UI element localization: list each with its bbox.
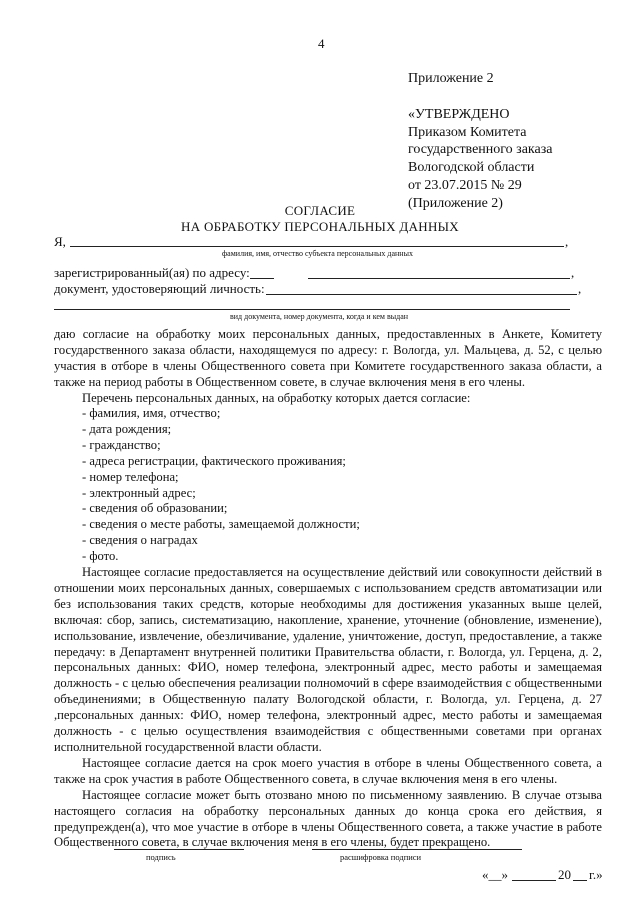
approval-line: Вологодской области bbox=[408, 160, 535, 176]
signature-decode-caption: расшифровка подписи bbox=[340, 852, 422, 862]
list-item: - адреса регистрации, фактического проживания; bbox=[82, 453, 346, 468]
name-caption: фамилия, имя, отчество субъекта персональных данных bbox=[222, 249, 413, 258]
document-comma: , bbox=[578, 281, 582, 296]
document-label: документ, удостоверяющий личность: bbox=[54, 281, 265, 296]
revocation-paragraph: Настоящее согласие может быть отозвано мною по письменному заявлению. В случае отзыва настоящего согласия на обработку персональных данных до конца срока его действия, я предупрежден(а), что мое участие в отборе в члены Общественного совета, а также участие в работе Общественного совета, в случае включения меня в его члены, будет прекращено. bbox=[54, 787, 602, 850]
date-month-field[interactable] bbox=[512, 880, 556, 881]
list-item: - сведения о наградах bbox=[82, 533, 198, 548]
actions-paragraph: Настоящее согласие предоставляется на осуществление действий или совокупности действий в отношении моих персональных данных, совершаемых с использованием средств автоматизации или без использования таких средств, которые необходимы для достижения указанных выше целей, включая: сбор, запись, систематизацию, накопление, хранение, уточнение (обновление, изменение), использование, извлечение, обезличивание, удаление, уничтожение, доступ, предоставление, а также передачу: в Департамент внутренней политики Правительства области, г. Вологда, ул. Герцена, д. 2, персональных данных: ФИО, номер телефона, электронный адрес, место работы и замещаемая должность - с целью обеспечения реализации полномочий в сфере взаимодействия с общественными объединениями; в Общественную палату Вологодской области, г. Вологда, ул. Герцена, д. 27 ,персональных данных: ФИО, номер телефона, электронный адрес, место работы и замещаемая должность - с целью осуществления взаимодействия с общественными советами при органах исполнительной государственной власти области. bbox=[54, 565, 602, 754]
document-title: СОГЛАСИЕ bbox=[284, 203, 356, 218]
data-list bbox=[82, 406, 360, 565]
approval-line: Приказом Комитета bbox=[408, 124, 527, 140]
terms-block bbox=[54, 565, 602, 851]
list-item: - фамилия, имя, отчество; bbox=[82, 406, 221, 420]
document-field-2[interactable] bbox=[54, 309, 570, 310]
list-item: - фото. bbox=[82, 549, 119, 564]
i-label: Я, bbox=[54, 234, 66, 249]
approval-line: (Приложение 2) bbox=[408, 195, 503, 211]
date-day: «__» bbox=[482, 867, 508, 882]
address-field-short[interactable] bbox=[250, 278, 274, 279]
document-subtitle: НА ОБРАБОТКУ ПЕРСОНАЛЬНЫХ ДАННЫХ bbox=[181, 219, 459, 234]
list-item: - электронный адрес; bbox=[82, 485, 196, 500]
list-item: - номер телефона; bbox=[82, 469, 179, 484]
list-item: - сведения об образовании; bbox=[82, 501, 228, 516]
approval-block bbox=[408, 70, 552, 213]
document-field[interactable] bbox=[266, 294, 577, 295]
signature-caption: подпись bbox=[146, 852, 176, 862]
list-item: - сведения о месте работы, замещаемой должности; bbox=[82, 517, 360, 532]
name-comma: , bbox=[565, 234, 569, 249]
address-field[interactable] bbox=[308, 278, 570, 279]
document-caption: вид документа, номер документа, когда и кем выдан bbox=[230, 312, 409, 321]
consent-intro-block bbox=[54, 327, 602, 407]
approval-line: от 23.07.2015 № 29 bbox=[408, 177, 522, 193]
consent-intro: даю согласие на обработку моих персональных данных, предоставленных в Анкете, Комитету государственного заказа области, находящемуся по адресу: г. Вологда, ул. Мальцева, д. 52, с целью участия в отборе в члены Общественного совета при Комитете государственного заказа области, а также на период работы в Общественном совете, в случае включения меня в его члены. bbox=[54, 327, 602, 389]
term-paragraph: Настоящее согласие дается на срок моего участия в отборе в члены Общественного совета, а также на срок участия в работе Общественного совета, в случае включения меня в его члены. bbox=[54, 755, 602, 786]
signature-decode-field[interactable] bbox=[312, 849, 522, 850]
address-label: зарегистрированный(ая) по адресу: bbox=[54, 265, 250, 280]
page-number: 4 bbox=[318, 36, 325, 51]
name-field[interactable] bbox=[70, 246, 564, 247]
approval-line: «УТВЕРЖДЕНО bbox=[408, 106, 510, 122]
date-year: 20 bbox=[558, 867, 571, 882]
date-year-field[interactable] bbox=[573, 880, 587, 881]
signature-field[interactable] bbox=[114, 849, 244, 850]
date-suffix: г.» bbox=[589, 867, 603, 882]
list-item: - дата рождения; bbox=[82, 421, 172, 436]
address-comma: , bbox=[571, 265, 575, 280]
appendix-label: Приложение 2 bbox=[408, 71, 494, 86]
list-item: - гражданство; bbox=[82, 437, 161, 452]
list-intro: Перечень персональных данных, на обработку которых дается согласие: bbox=[82, 390, 471, 405]
approval-line: государственного заказа bbox=[408, 142, 553, 158]
